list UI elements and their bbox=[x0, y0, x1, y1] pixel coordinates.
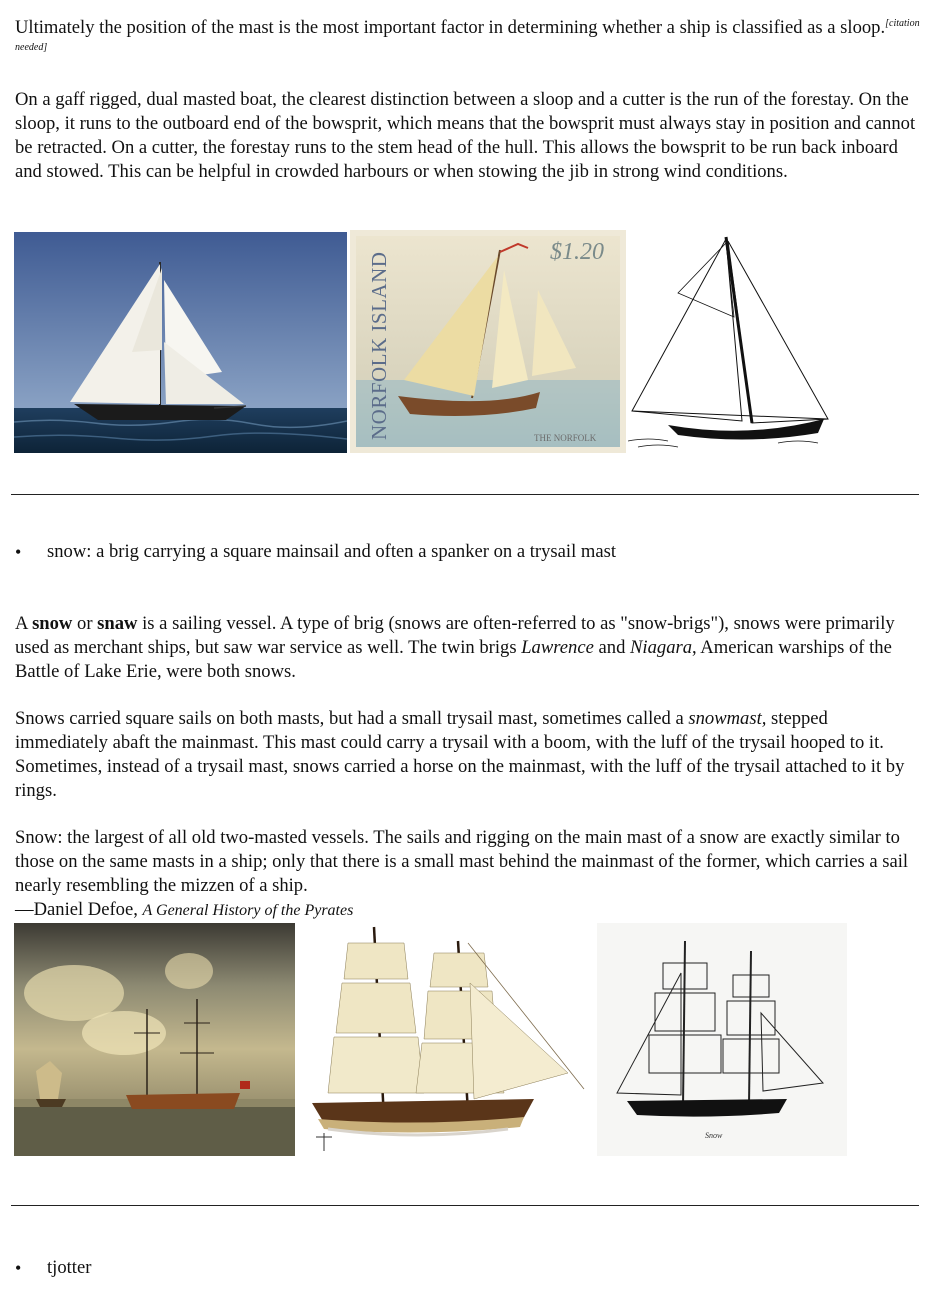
term-snowmast: snowmast, bbox=[688, 708, 767, 729]
term-snaw: snaw bbox=[97, 613, 138, 634]
sloop-paragraph-1: Ultimately the position of the mast is the most important factor in determining whether a ship is classified as a sloop.[citation needed] bbox=[15, 17, 920, 53]
snow-painting bbox=[14, 923, 295, 1156]
defoe-quote: Snow: the largest of all old two-masted vessels. The sails and rigging on the main mast of a snow are exactly similar to those on the same masts in a ship; only that there is a small mast behind the mainmast of the former, which carries a sail nearly resembling the mizzen of a ship. bbox=[15, 827, 909, 896]
snow-paragraph-2: Snows carried square sails on both masts, but had a small trysail mast, sometimes called a snowmast, stepped immediately abaft the mainmast. This mast could carry a trysail with a boom, with the luff of the trysail hooped to it. Sometimes, instead of a trysail mast, snows carried a horse on the mainmast, with the luff of the trysail attached to it by rings. bbox=[15, 708, 905, 801]
bullet-icon: • bbox=[15, 1258, 22, 1278]
snow-rigging-illustration bbox=[298, 923, 594, 1156]
sloop-line-drawing bbox=[628, 233, 833, 453]
stamp-caption-label: THE NORFOLK bbox=[534, 433, 597, 443]
section-divider-2 bbox=[11, 1205, 919, 1206]
stamp-country-label: NORFOLK ISLAND bbox=[367, 251, 391, 440]
snow-paragraph-1: A snow or snaw is a sailing vessel. A type of brig (snows are often-referred to as "snow-brigs"), snows were primarily used as merchant ships, but saw war service as well. The twin brigs Lawrence and Niagara, American warships of the Battle of Lake Erie, were both snows. bbox=[15, 613, 895, 682]
attribution-work-title: A General History of the Pyrates bbox=[142, 902, 354, 919]
snow-line-drawing bbox=[597, 923, 847, 1156]
snow-drawing-caption: Snow bbox=[705, 1131, 723, 1140]
bullet-icon: • bbox=[15, 542, 22, 562]
sloop-photo bbox=[14, 232, 347, 453]
sloop-paragraph-2: On a gaff rigged, dual masted boat, the clearest distinction between a sloop and a cutter is the run of the forestay. On the sloop, it runs to the outboard end of the bowsprit, which means that the bowsprit must always stay in position and cannot be retracted. On a cutter, the forestay runs to the stem head of the hull. This allows the bowsprit to be run back inboard and stowed. This can be helpful in crowded harbours or when stowing the jib in strong wind conditions. bbox=[15, 89, 916, 182]
term-snow: snow bbox=[32, 613, 73, 634]
stamp-value-label: $1.20 bbox=[550, 239, 604, 265]
citation-needed-link[interactable]: [citation needed] bbox=[15, 18, 920, 53]
quote-attribution: —Daniel Defoe, A General History of the Pyrates bbox=[15, 899, 354, 920]
norfolk-island-stamp bbox=[350, 230, 626, 453]
section-divider-1 bbox=[11, 494, 919, 495]
ship-lawrence: Lawrence bbox=[521, 637, 594, 658]
ship-niagara: Niagara bbox=[630, 637, 693, 658]
